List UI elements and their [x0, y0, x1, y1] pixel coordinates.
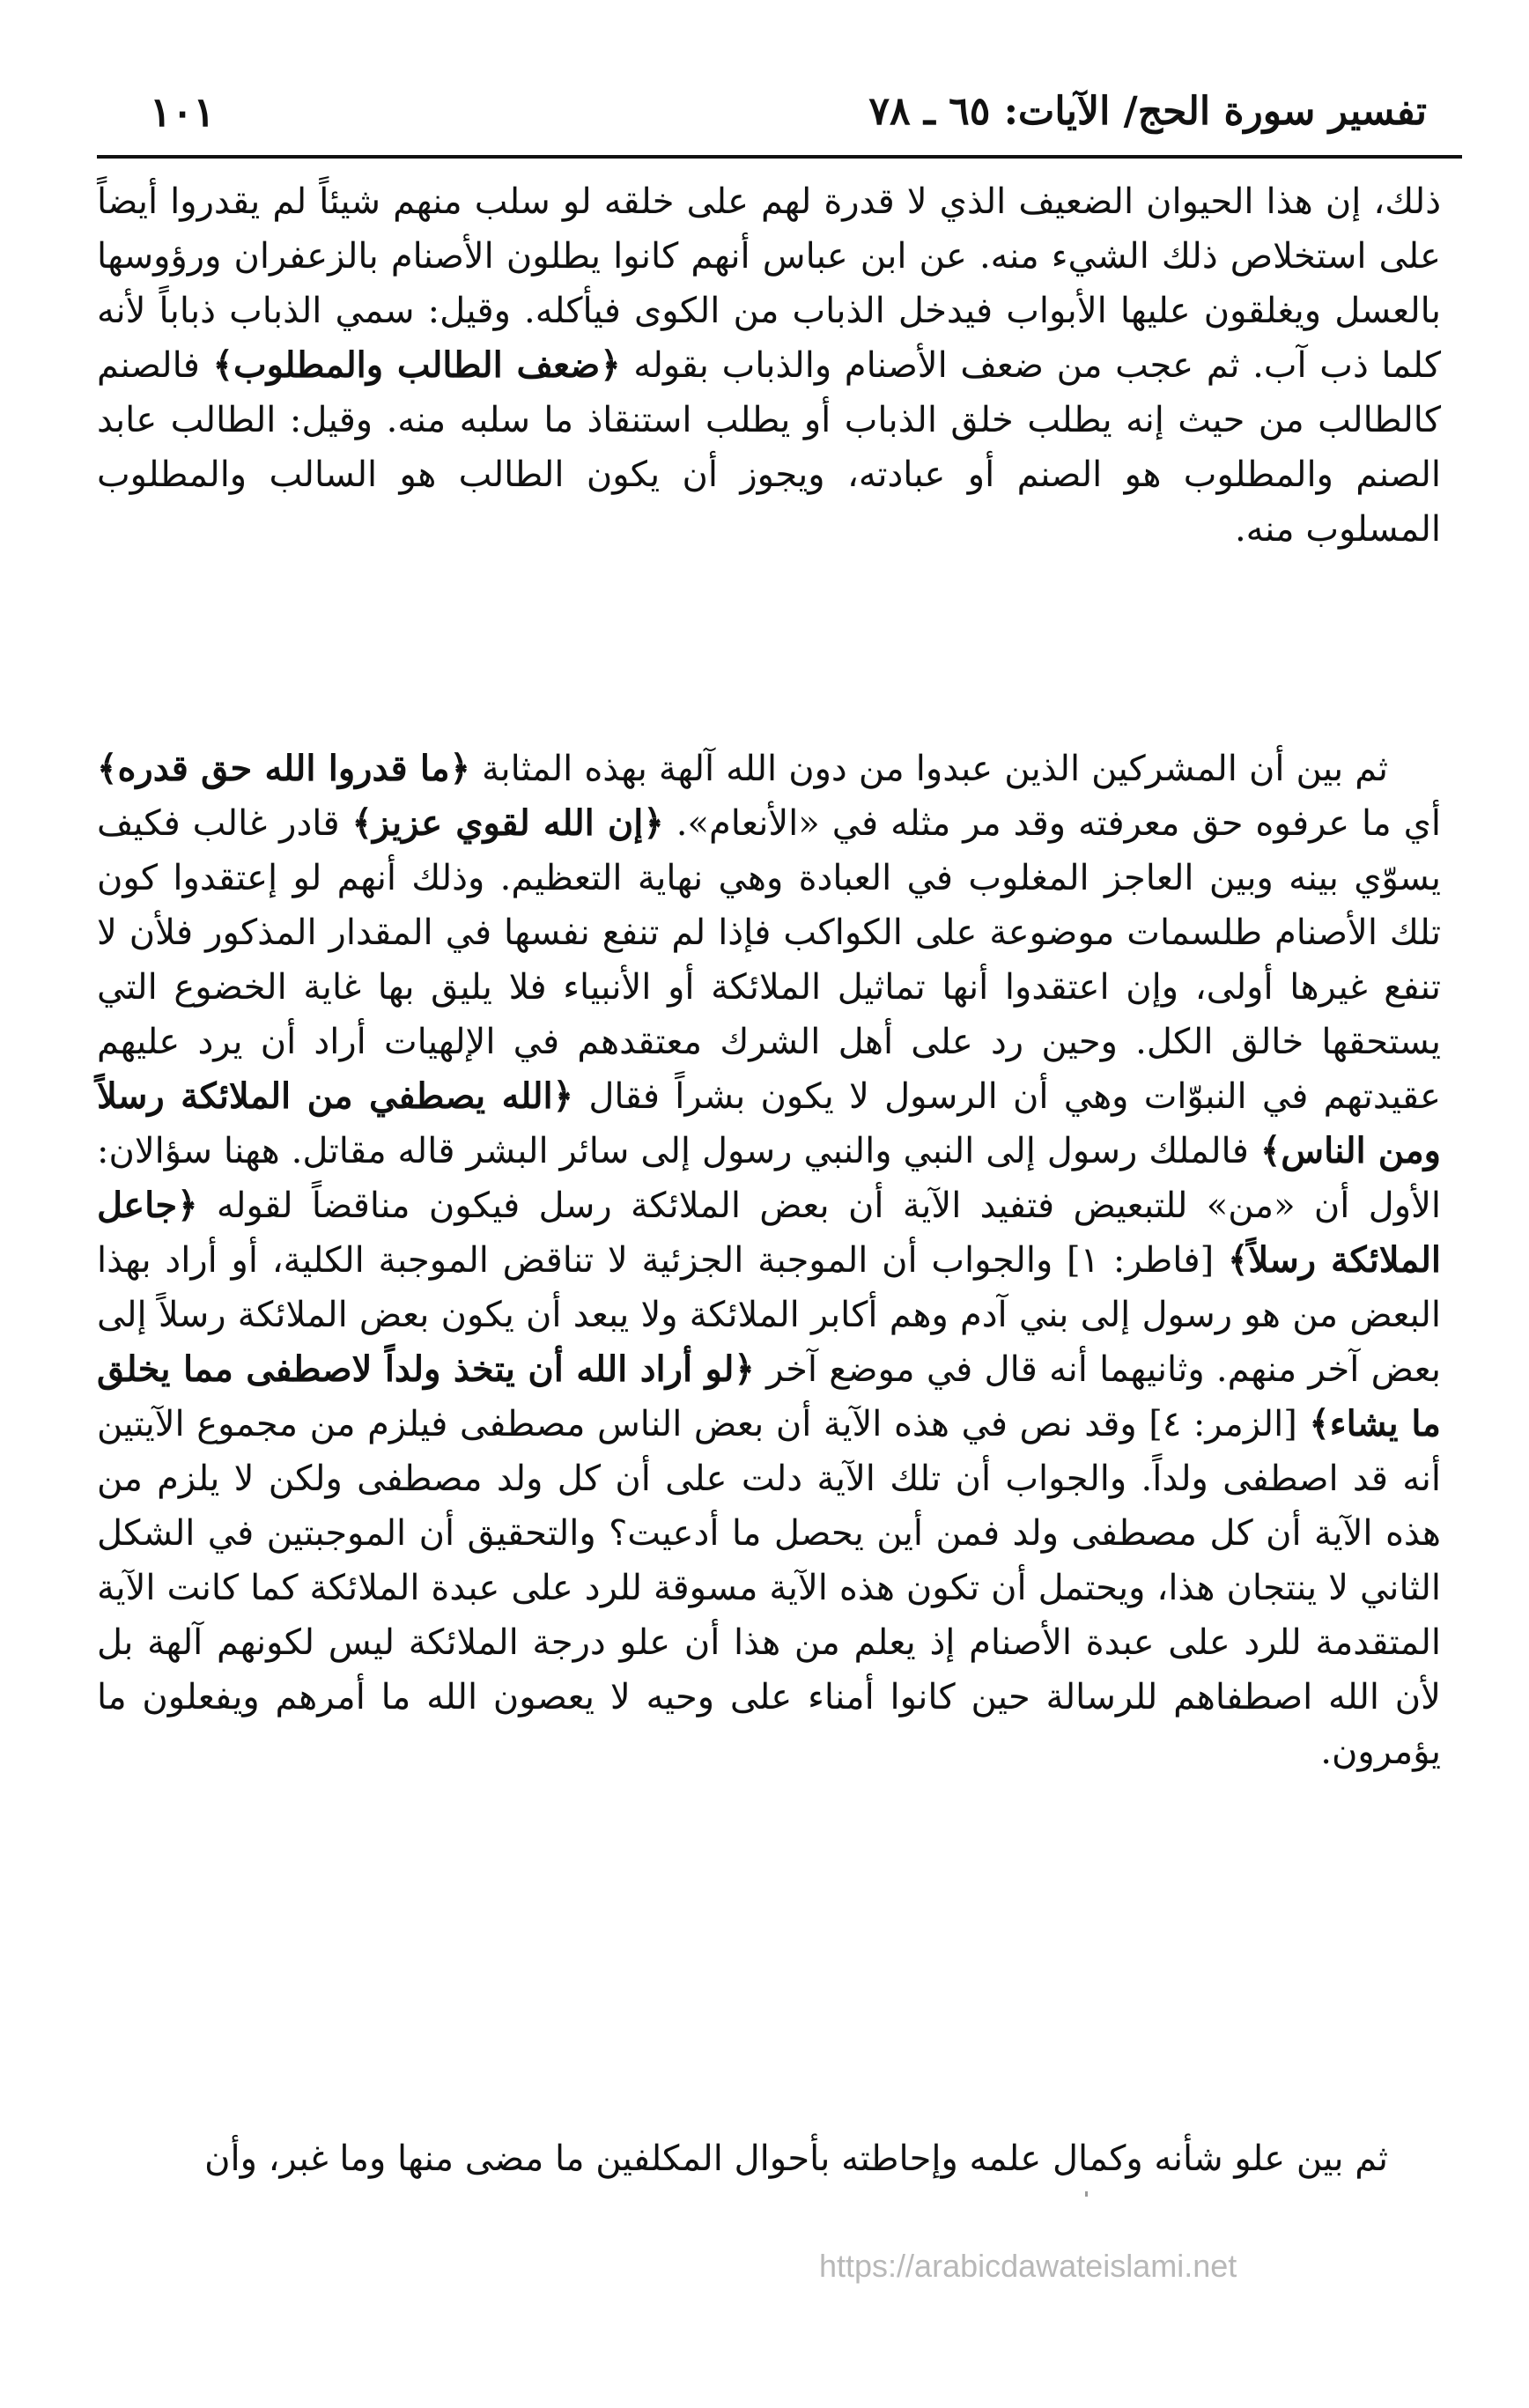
text-run: ثم بين علو شأنه وكمال علمه وإحاطته بأحوال المكلفين ما مضى منها وما غبر، وأن [204, 2138, 1388, 2179]
paragraph-1 [97, 174, 1441, 557]
header-title: تفسير سورة الحج/ الآيات: ٦٥ ـ ٧٨ [868, 89, 1427, 134]
quran-quote: ﴿إن الله لقوي عزيز﴾ [351, 802, 664, 844]
header-rule [97, 155, 1462, 159]
scan-speck [1085, 2191, 1088, 2197]
text-run: قادر غالب فكيف يسوّي بينه وبين العاجز المغلوب في العبادة وهي نهاية التعظيم. وذلك أنهم لو إعتقدوا كون تلك الأصنام طلسمات موضوعة على الكواكب فإذا لم تنفع نفسها في المقدار المذكور فلأن لا تنفع غيرها أولى، وإن اعتقدوا أنها تماثيل الملائكة أو الأنبياء فلا يليق بها غاية الخضوع التي يستحقها خالق الكل. وحين رد على أهل الشرك معتقدهم في الإلهيات أراد أن يرد عليهم عقيدتهم في النبوّات وهي أن الرسول لا يكون بشراً فقال [97, 803, 1442, 1117]
text-run: ثم بين أن المشركين الذين عبدوا من دون الله آلهة بهذه المثابة [469, 749, 1388, 789]
watermark-url: https://arabicdawateislami.net [819, 2248, 1237, 2284]
text-run: ذلك، إن هذا الحيوان الضعيف الذي لا قدرة لهم على خلقه لو سلب منهم شيئاً لم يقدروا أيضاً على استخلاص ذلك الشيء منه. عن ابن عباس أنهم كانوا يطلون الأصنام بالزعفران ورؤوسها بالعسل ويغلقون عليها الأبواب فيدخل الذباب من الكوى فيأكله. وقيل: سمي الذباب ذباباً لأنه كلما ذب آب. ثم عجب من ضعف الأصنام والذباب بقوله [97, 181, 1441, 386]
paragraph-3 [97, 2131, 1441, 2186]
quran-quote: ﴿ما قدروا الله حق قدره﴾ [97, 748, 470, 789]
running-header [97, 81, 1453, 157]
paragraph-2 [97, 742, 1441, 1779]
text-run: فالصنم كالطالب من حيث إنه يطلب خلق الذباب أو يطلب استنقاذ ما سلبه منه. وقيل: الطالب عابد الصنم والمطلوب هو الصنم أو عبادته، ويجوز أن يكون الطالب هو السالب والمطلوب المسلوب منه. [97, 345, 1441, 550]
text-run: [الزمر: ٤] وقد نص في هذه الآية أن بعض الناس مصطفى فيلزم من مجموع الآيتين أنه قد اصطفى ولداً. والجواب أن تلك الآية دلت على أن كل ولد مصطفى ولكن لا يلزم من هذه الآية أن كل مصطفى ولد فمن أين يحصل ما أدعيت؟ والتحقيق أن الموجبتين في الشكل الثاني لا ينتجان هذا، ويحتمل أن تكون هذه الآية مسوقة للرد على عبدة الملائكة كما كانت الآية المتقدمة للرد على عبدة الأصنام إذ يعلم من هذا أن علو درجة الملائكة ليس لكونهم آلهة بل لأن الله اصطفاهم للرسالة حين كانوا أمناء على وحيه لا يعصون الله ما أمرهم ويفعلون ما يؤمرون. [97, 1404, 1441, 1772]
quran-quote: ﴿ضعف الطالب والمطلوب﴾ [212, 344, 621, 386]
quran-quote: ﴿الله يصطفي من الملائكة رسلاً ومن الناس﴾ [97, 1075, 1441, 1171]
text-run: [فاطر: ١] والجواب أن الموجبة الجزئية لا تناقض الموجبة الكلية، أو أراد بهذا البعض من هو رسول إلى بني آدم وهم أكابر الملائكة ولا يبعد أن يكون بعض الملائكة رسلاً إلى بعض آخر منهم. وثانيهما أنه قال في موضع آخر [97, 1240, 1441, 1390]
quran-quote: ﴿لو أراد الله أن يتخذ ولداً لاصطفى مما يخلق ما يشاء﴾ [97, 1348, 1441, 1444]
page-number: ١٠١ [150, 88, 216, 136]
text-run: فالملك رسول إلى النبي والنبي رسول إلى سائر البشر قاله مقاتل. ههنا سؤالان: الأول أن «من» للتبعيض فتفيد الآية أن بعض الملائكة رسل فيكون مناقضاً لقوله [97, 1131, 1441, 1226]
text-run: أي ما عرفوه حق معرفته وقد مر مثله في «الأنعام». [663, 803, 1442, 844]
quran-quote: ﴿جاعل الملائكة رسلاً﴾ [97, 1185, 1442, 1281]
